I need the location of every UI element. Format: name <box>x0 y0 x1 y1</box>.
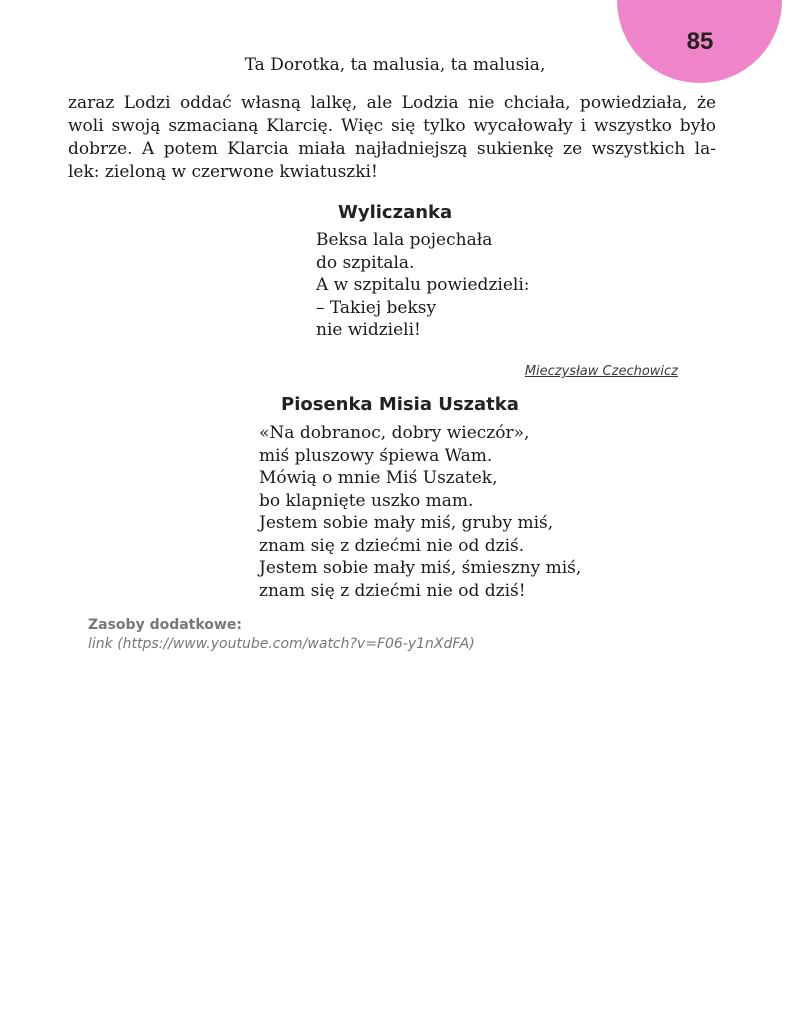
prose-paragraph <box>68 92 716 184</box>
poem-line: miś pluszowy śpiewa Wam. <box>259 445 493 466</box>
prose-line: woli swoją szmacianą Klarcię. Więc się tylko wycałowały i wszystko było <box>68 116 716 136</box>
poem-line: – Takiej beksy <box>316 297 437 318</box>
poem-line: Jestem sobie mały miś, gruby miś, <box>259 513 554 533</box>
poem-line-continued: Ta Dorotka, ta malusia, ta malusia, <box>244 55 546 75</box>
poem-line: A w szpitalu powiedzieli: <box>316 275 530 295</box>
page-number: 85 <box>686 28 714 55</box>
poem-wyliczanka <box>316 229 530 342</box>
prose-line: dobrze. A potem Klarcia miała najładniejszą sukienkę ze wszystkich la- <box>68 139 716 159</box>
resources-link[interactable]: link (https://www.youtube.com/watch?v=F06-y1nXdFA) <box>88 636 475 652</box>
poem-misia-uszatka <box>259 422 581 602</box>
prose-line: zaraz Lodzi oddać własną lalkę, ale Lodzia nie chciała, powiedziała, że <box>68 93 716 113</box>
resources-label: Zasoby dodatkowe: <box>88 617 242 633</box>
poem-line: do szpitala. <box>316 252 415 273</box>
poem-author: Mieczysław Czechowicz <box>524 364 678 379</box>
poem-line: nie widzieli! <box>316 320 421 340</box>
poem-title-misia-uszatka: Piosenka Misia Uszatka <box>281 394 519 415</box>
poem-line: znam się z dziećmi nie od dziś! <box>259 580 526 601</box>
poem-line: Beksa lala pojechała <box>316 230 493 250</box>
poem-line: bo klapnięte uszko mam. <box>259 490 474 511</box>
poem-line: Jestem sobie mały miś, śmieszny miś, <box>259 558 582 578</box>
poem-line: Mówią o mnie Miś Uszatek, <box>259 468 498 488</box>
poem-line: znam się z dziećmi nie od dziś. <box>259 535 525 556</box>
poem-title-wyliczanka: Wyliczanka <box>338 202 453 223</box>
prose-line: lek: zieloną w czerwone kwiatuszki! <box>68 162 378 182</box>
poem-line: «Na dobranoc, dobry wieczór», <box>259 423 530 443</box>
